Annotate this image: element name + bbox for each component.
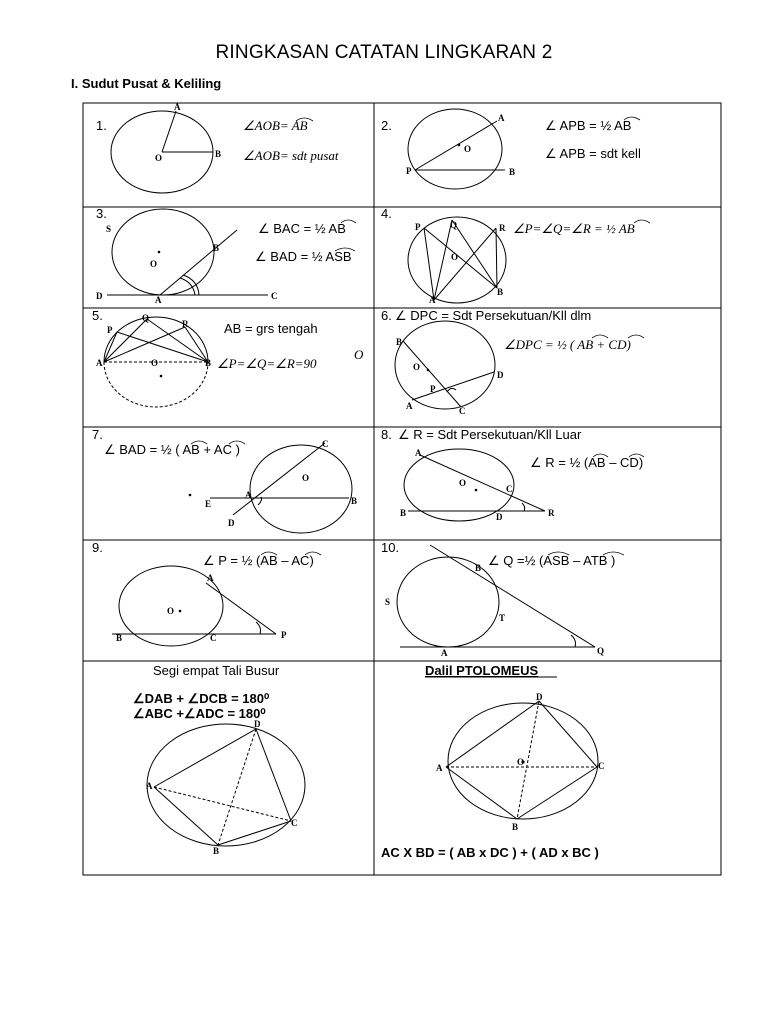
- formula: ∠ APB = ½ AB: [545, 118, 632, 133]
- point-label: B: [205, 358, 212, 368]
- point-label: D: [254, 719, 261, 729]
- cell-2: [381, 109, 641, 189]
- point-label: P: [281, 630, 287, 640]
- center-dot: [160, 375, 163, 378]
- point-label: O: [413, 362, 421, 372]
- point-label: R: [548, 508, 555, 518]
- cell-12: [381, 663, 605, 860]
- cell-7: [92, 427, 357, 533]
- cell-number: 9.: [92, 540, 103, 555]
- formula: ∠P=∠Q=∠R = ½ AB: [513, 221, 635, 236]
- degree-superscript: O: [354, 347, 364, 362]
- point-label: A: [146, 781, 153, 791]
- point-label: P: [406, 166, 412, 176]
- point-label: D: [536, 692, 543, 702]
- point-label: P: [107, 325, 113, 335]
- cell-10: [381, 540, 624, 658]
- cell-9: [92, 540, 321, 646]
- center-dot: [427, 369, 430, 372]
- cell-4: [381, 206, 650, 305]
- cell-8: [381, 427, 644, 522]
- point-label: C: [459, 406, 466, 416]
- point-label: B: [475, 563, 482, 573]
- point-label: O: [464, 144, 472, 154]
- diagram-8: [404, 449, 545, 521]
- formula: AB = grs tengah: [224, 321, 318, 336]
- formula: ∠ BAC = ½ AB: [258, 221, 346, 236]
- cell-number: 6.: [381, 308, 392, 323]
- point-label: O: [167, 606, 175, 616]
- cell-3: [96, 206, 356, 305]
- point-label: O: [150, 259, 158, 269]
- point-label: B: [351, 496, 358, 506]
- formula: ∠P=∠Q=∠R=90: [217, 356, 317, 371]
- formula: ∠ APB = sdt kell: [545, 146, 641, 161]
- point-label: S: [385, 597, 391, 607]
- point-label: D: [497, 370, 504, 380]
- point-label: O: [302, 473, 310, 483]
- cell-number: 1.: [96, 118, 107, 133]
- cell-1: [96, 102, 339, 193]
- center-dot: [179, 610, 182, 613]
- point-label: A: [245, 490, 252, 500]
- diagram-11: [147, 724, 305, 846]
- point-label: B: [509, 167, 516, 177]
- table-border: [83, 103, 721, 875]
- point-label: O: [151, 358, 159, 368]
- cell-heading: Dalil PTOLOMEUS: [425, 663, 539, 678]
- point-label: A: [406, 401, 413, 411]
- cell-number: 8.: [381, 427, 392, 442]
- point-label: O: [517, 757, 525, 767]
- cell-number: 10.: [381, 540, 400, 555]
- cell-number: 7.: [92, 427, 103, 442]
- point-label: B: [213, 846, 220, 856]
- point-label: B: [213, 243, 220, 253]
- diagram-9: [112, 566, 276, 646]
- cell-number: 4.: [381, 206, 392, 221]
- point-label: C: [271, 291, 278, 301]
- center-dot: [158, 251, 161, 254]
- formula: ∠DAB + ∠DCB = 180⁰: [133, 691, 270, 706]
- diagram-6: [395, 321, 495, 409]
- cell-6: [381, 308, 644, 416]
- point-label: B: [215, 149, 222, 159]
- dot: [189, 494, 192, 497]
- point-label: A: [174, 102, 181, 112]
- point-label: B: [400, 508, 407, 518]
- point-label: A: [436, 763, 443, 773]
- point-label: A: [155, 295, 162, 305]
- point-label: O: [459, 478, 467, 488]
- cell-11: [133, 663, 305, 856]
- point-label: D: [496, 512, 503, 522]
- point-label: O: [155, 153, 163, 163]
- page-title: RINGKASAN CATATAN LINGKARAN 2: [215, 42, 553, 63]
- point-label: A: [207, 573, 214, 583]
- point-label: Q: [142, 313, 150, 323]
- point-label: C: [210, 633, 217, 643]
- point-label: D: [96, 291, 103, 301]
- point-label: C: [598, 761, 605, 771]
- point-label: B: [512, 822, 519, 832]
- point-label: S: [106, 224, 112, 234]
- section-heading: I. Sudut Pusat & Keliling: [71, 76, 222, 91]
- diagram-1: [111, 111, 213, 193]
- point-label: P: [415, 222, 421, 232]
- center-dot: [475, 489, 478, 492]
- point-label: C: [322, 439, 329, 449]
- cell-heading: ∠ R = Sdt Persekutuan/Kll Luar: [398, 427, 582, 442]
- formula: ∠DPC = ½ ( AB + CD): [504, 337, 631, 352]
- point-label: E: [205, 499, 212, 509]
- formula: ∠AOB= AB: [243, 118, 308, 133]
- formula: ∠ Q =½ (ASB – ATB ): [488, 553, 616, 568]
- cell-number: 2.: [381, 118, 392, 133]
- point-label: T: [499, 613, 506, 623]
- formula: ∠ BAD = ½ ( AB + AC ): [104, 442, 240, 457]
- point-label: O: [451, 252, 459, 262]
- formula: ∠ABC +∠ADC = 180⁰: [133, 706, 266, 721]
- cell-number: 5.: [92, 308, 103, 323]
- center-dot: [458, 144, 461, 147]
- point-label: A: [96, 358, 103, 368]
- point-label: B: [396, 337, 403, 347]
- point-label: A: [498, 113, 505, 123]
- point-label: R: [182, 319, 189, 329]
- point-label: R: [499, 223, 506, 233]
- point-label: A: [429, 295, 436, 305]
- point-label: B: [497, 287, 504, 297]
- point-label: Q: [597, 646, 605, 656]
- formula: ∠ BAD = ½ ASB: [255, 249, 352, 264]
- point-label: A: [441, 648, 448, 658]
- formula: ∠AOB= sdt pusat: [243, 148, 339, 163]
- point-label: A: [415, 448, 422, 458]
- diagram-3: [107, 209, 268, 295]
- point-label: P: [430, 384, 436, 394]
- formula: AC X BD = ( AB x DC ) + ( AD x BC ): [381, 845, 599, 860]
- point-label: C: [506, 484, 513, 494]
- cell-5: [92, 308, 364, 407]
- point-label: Q: [450, 220, 458, 230]
- formula: ∠ R = ½ (AB – CD): [530, 455, 644, 470]
- point-label: B: [116, 633, 123, 643]
- point-label: C: [291, 818, 298, 828]
- point-label: D: [228, 518, 235, 528]
- diagram-2: [408, 109, 505, 189]
- cell-heading: ∠ DPC = Sdt Persekutuan/Kll dlm: [395, 308, 592, 323]
- formula: ∠ P = ½ (AB – AC): [203, 553, 314, 568]
- cell-number: 3.: [96, 206, 107, 221]
- cell-heading: Segi empat Tali Busur: [153, 663, 280, 678]
